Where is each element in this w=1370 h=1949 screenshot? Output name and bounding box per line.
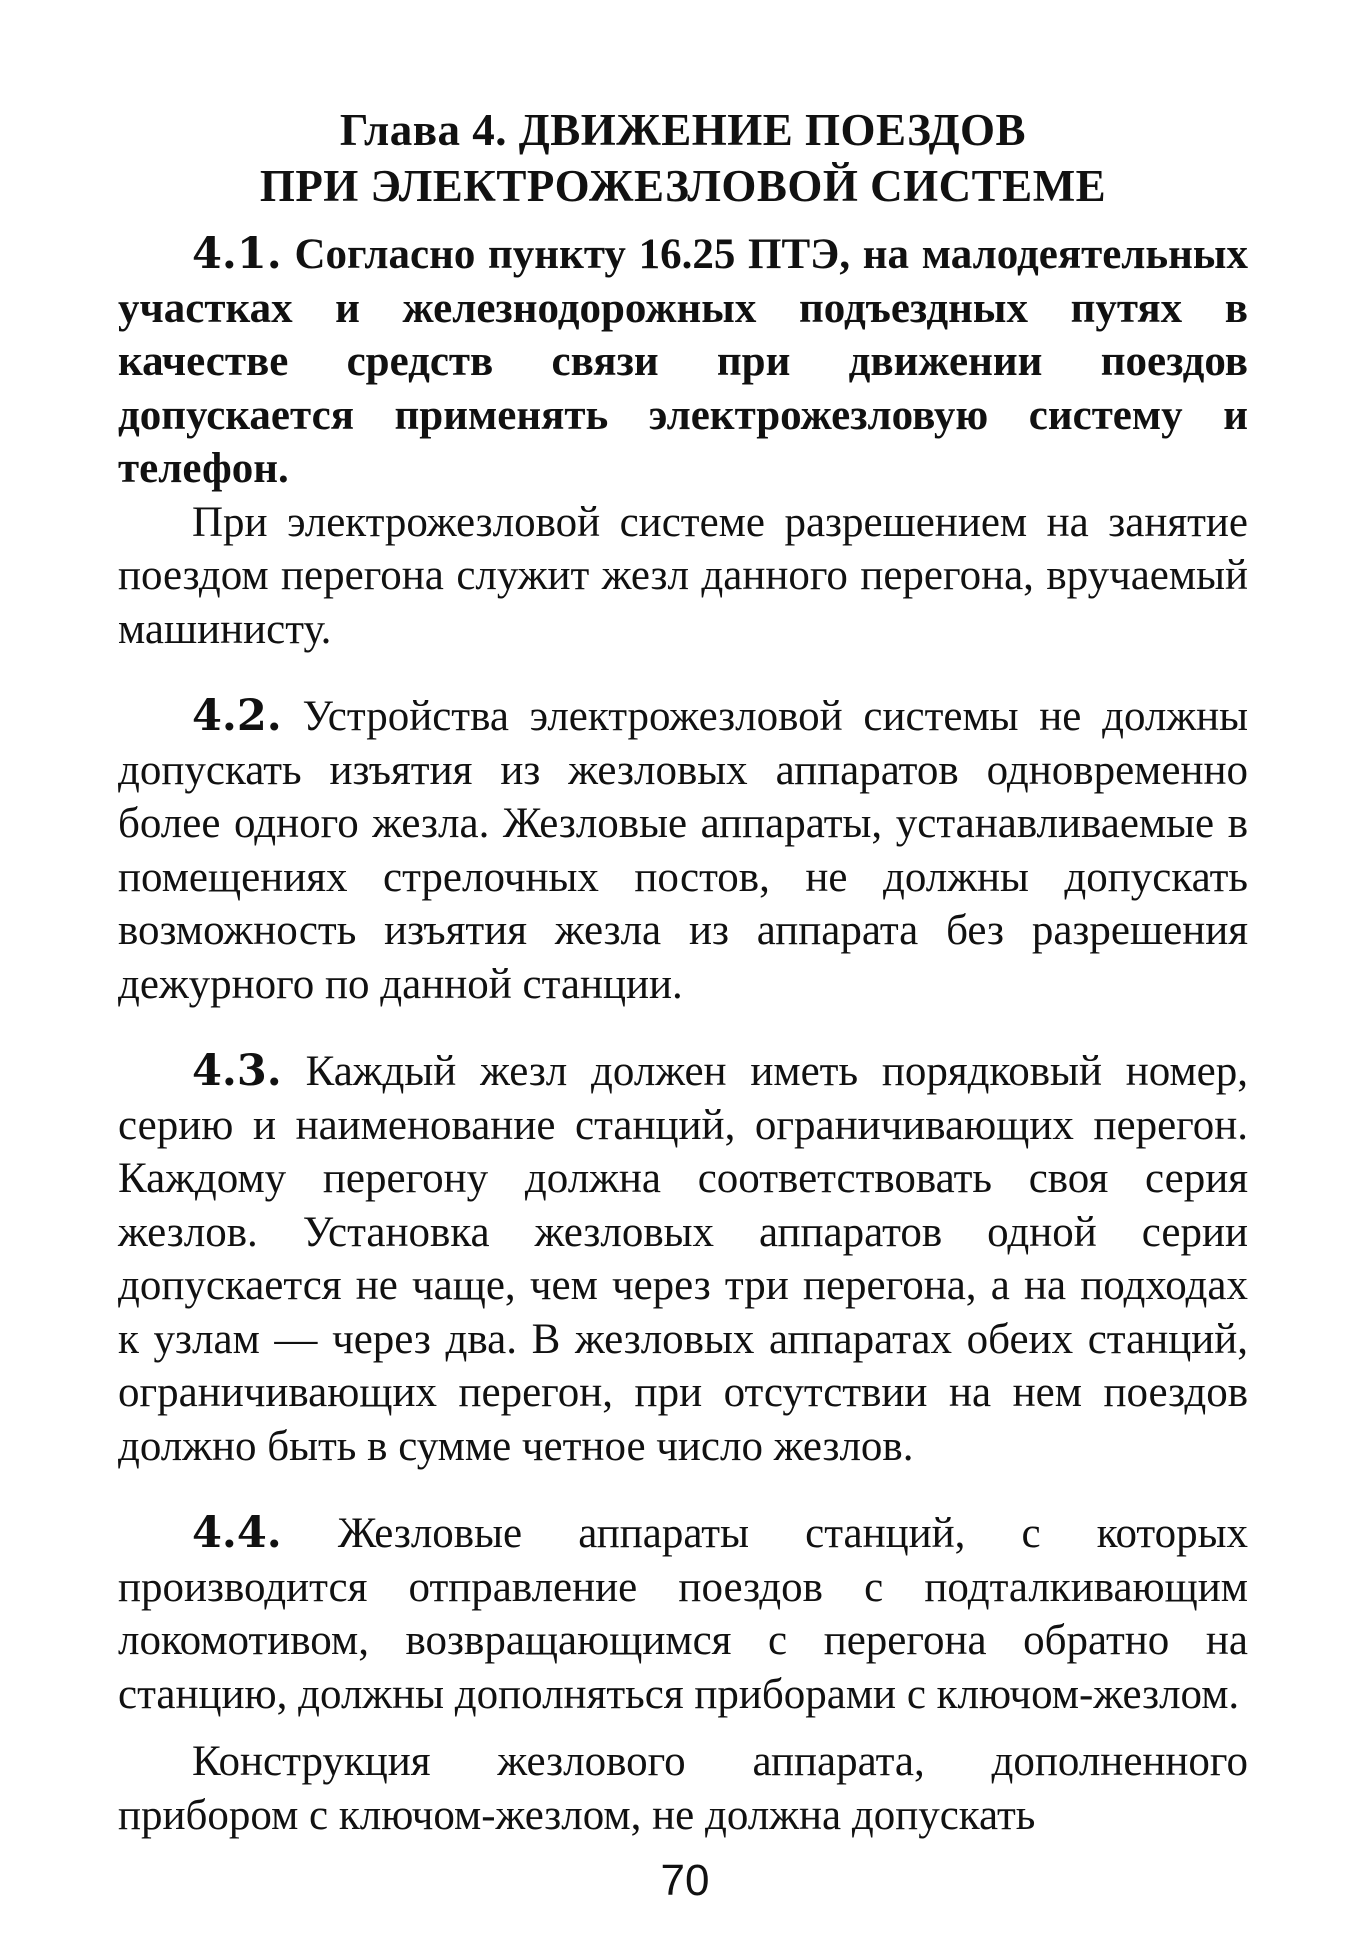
chapter-title: [118, 102, 1248, 214]
section-4-2: [118, 690, 1248, 1011]
section-text: Согласно пункту 16.25 ПТЭ, на малодеятельных участках и железнодорожных подъездных путях в качестве средств связи при движении поездов допускается применять электрожезловую систему и телефон.: [118, 231, 1249, 492]
section-number: 4.1.: [192, 229, 282, 279]
section-number: 4.2.: [192, 691, 282, 741]
chapter-title-line-2: ПРИ ЭЛЕКТРОЖЕЗЛОВОЙ СИСТЕМЕ: [259, 161, 1107, 211]
section-4-1-paragraph-2: При электрожезловой системе разрешением на занятие поездом перегона служит жезл данного перегона, вручаемый машинисту.: [118, 498, 1248, 653]
page-number: 70: [660, 1856, 710, 1905]
section-4-1: [118, 228, 1248, 496]
section-text: Устройства электрожезловой системы не должны допускать изъятия из жезловых аппаратов одновременно более одного жезла. Жезловые аппараты, устанавливаемые в помещениях стрелочных постов, не должны допускать возможность изъятия жезла из аппарата без разрешения дежурного по данной станции.: [118, 693, 1248, 1008]
section-number: 4.3.: [192, 1046, 282, 1096]
chapter-title-line-1: Глава 4. ДВИЖЕНИЕ ПОЕЗДОВ: [339, 105, 1027, 155]
section-4-3: [118, 1045, 1248, 1473]
section-text: Каждый жезл должен иметь порядковый номер, серию и наименование станций, ограничивающих перегон. Каждому перегону должна соответствовать своя серия жезлов. Установка жезловых аппаратов одной серии допускается не чаще, чем через три перегона, а на подходах к узлам — через два. В жезловых аппаратах обеих станций, ограничивающих перегон, при отсутствии на нем поездов должно быть в сумме четное число жезлов.: [118, 1048, 1248, 1470]
section-text: Жезловые аппараты станций, с которых производится отправление поездов с подталкивающим локомотивом, возвращающимся с перегона обратно на станцию, должны дополняться приборами с ключом-жезлом.: [118, 1510, 1248, 1718]
book-page: [118, 102, 1248, 1842]
section-4-4: [118, 1507, 1248, 1721]
section-number: 4.4.: [192, 1508, 282, 1558]
section-4-4-paragraph-2: Конструкция жезлового аппарата, дополненного прибором с ключом-жезлом, не должна допускать: [118, 1738, 1248, 1839]
